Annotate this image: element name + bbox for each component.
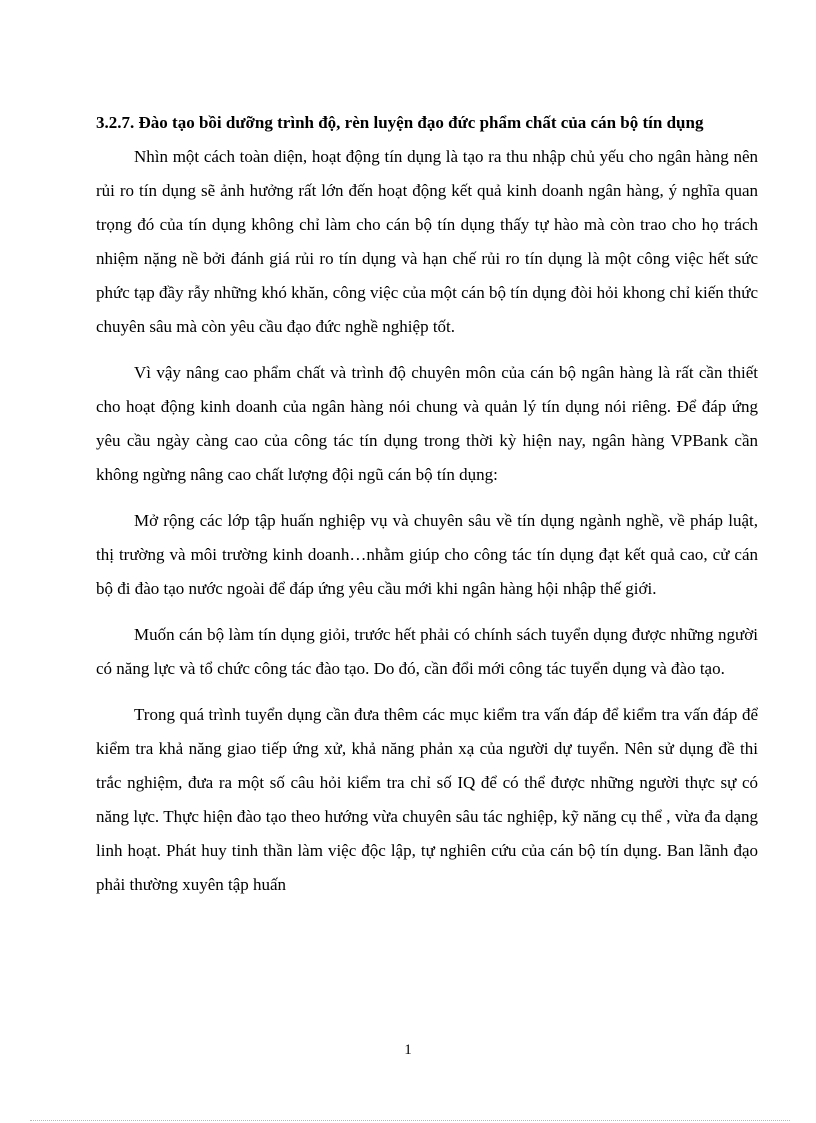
document-body: [96, 106, 758, 902]
paragraph-2: Vì vậy nâng cao phẩm chất và trình độ chuyên môn của cán bộ ngân hàng là rất cần thiết cho hoạt động kinh doanh của ngân hàng nói chung và quản lý tín dụng nói riêng. Để đáp ứng yêu cầu ngày càng cao của công tác tín dụng trong thời kỳ hiện nay, ngân hàng VPBank cần không ngừng nâng cao chất lượng đội ngũ cán bộ tín dụng:: [96, 363, 758, 484]
page-number: 1: [404, 1042, 412, 1058]
paragraph-3: Mở rộng các lớp tập huấn nghiệp vụ và chuyên sâu về tín dụng ngành nghề, về pháp luật, thị trường và môi trường kinh doanh…nhằm giúp cho công tác tín dụng đạt kết quả cao, cử cán bộ đi đào tạo nước ngoài để đáp ứng yêu cầu mới khi ngân hàng hội nhập thế giới.: [96, 511, 758, 598]
paragraph-4: Muốn cán bộ làm tín dụng giỏi, trước hết phải có chính sách tuyển dụng được những người có năng lực và tổ chức công tác đào tạo. Do đó, cần đổi mới công tác tuyển dụng và đào tạo.: [96, 625, 758, 678]
page-bottom-divider: [30, 1120, 790, 1121]
paragraph-1: Nhìn một cách toàn diện, hoạt động tín dụng là tạo ra thu nhập chủ yếu cho ngân hàng nên rủi ro tín dụng sẽ ảnh hưởng rất lớn đến hoạt động kết quả kinh doanh ngân hàng, ý nghĩa quan trọng đó của tín dụng không chỉ làm cho cán bộ tín dụng thấy tự hào mà còn trao cho họ trách nhiệm nặng nề bởi đánh giá rủi ro tín dụng và hạn chế rủi ro tín dụng là một công việc hết sức phức tạp đầy rẫy những khó khăn, công việc của một cán bộ tín dụng đòi hỏi khong chỉ kiến thức chuyên sâu mà còn yêu cầu đạo đức nghề nghiệp tốt.: [96, 147, 758, 336]
paragraph-5: Trong quá trình tuyển dụng cần đưa thêm các mục kiểm tra vấn đáp để kiểm tra vấn đáp để kiểm tra khả năng giao tiếp ứng xử, khả năng phản xạ của người dự tuyển. Nên sử dụng đề thi trắc nghiệm, đưa ra một số câu hỏi kiểm tra chỉ số IQ để có thể được những người thực sự có năng lực. Thực hiện đào tạo theo hướng vừa chuyên sâu tác nghiệp, kỹ năng cụ thể , vừa đa dạng linh hoạt. Phát huy tinh thần làm việc độc lập, tự nghiên cứu của cán bộ tín dụng. Ban lãnh đạo phải thường xuyên tập huấn: [96, 705, 758, 894]
section-heading: 3.2.7. Đào tạo bồi dưỡng trình độ, rèn luyện đạo đức phẩm chất của cán bộ tín dụng: [96, 113, 704, 132]
